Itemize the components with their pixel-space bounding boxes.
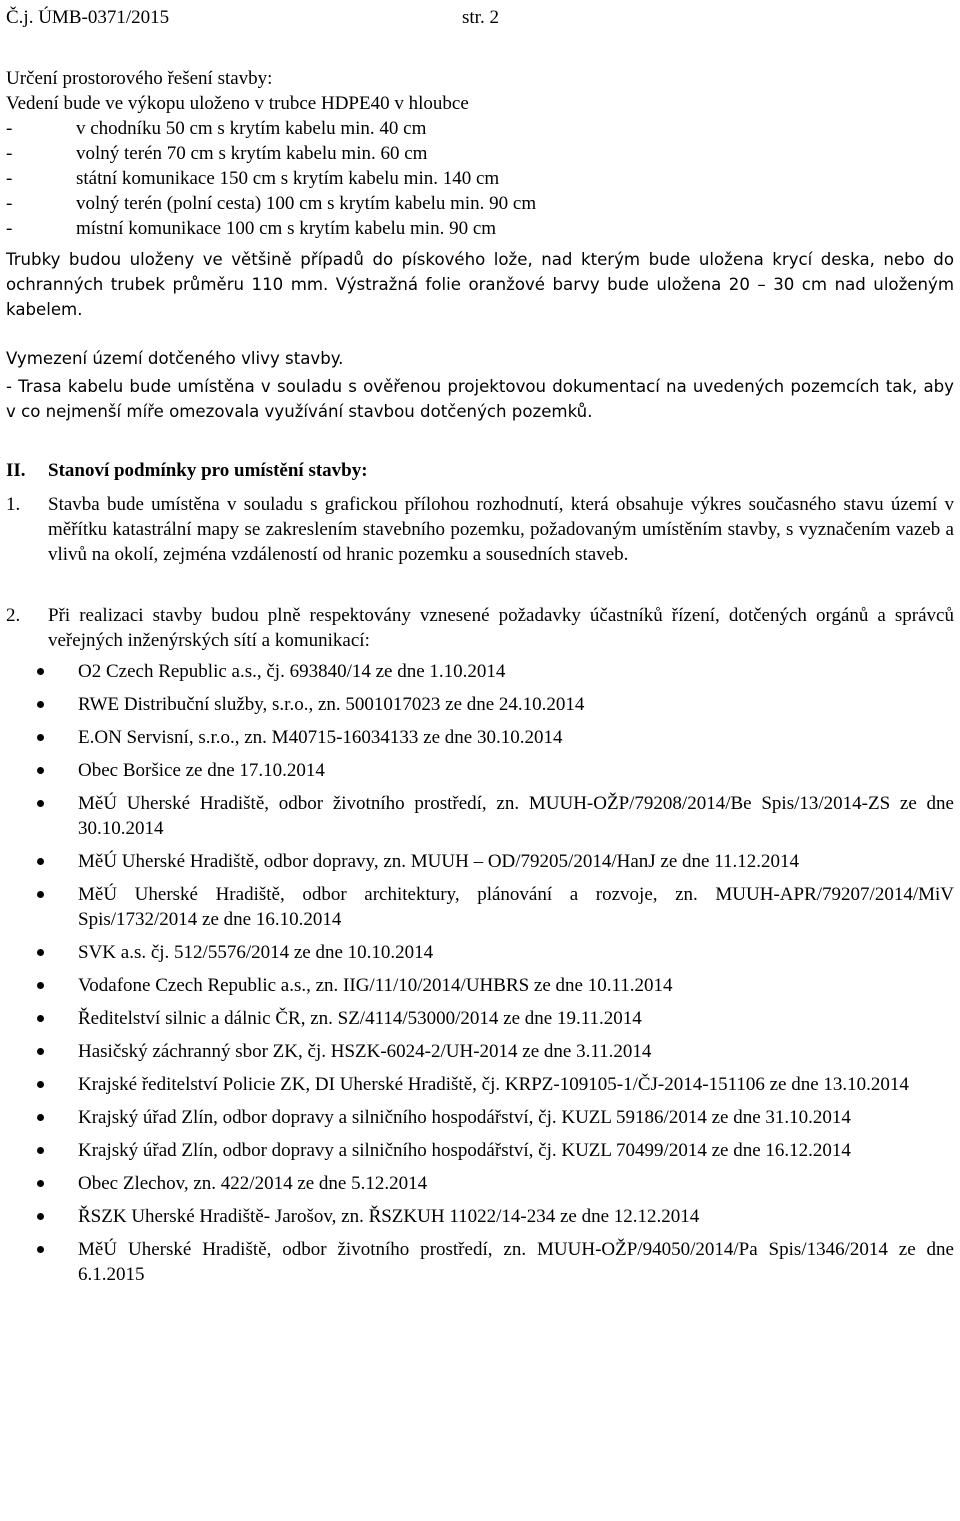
list-item-text: Vodafone Czech Republic a.s., zn. IIG/11/10/2014/UHBRS ze dne 10.11.2014	[78, 975, 673, 996]
list-item-text: MěÚ Uherské Hradiště, odbor životního prostředí, zn. MUUH-OŽP/79208/2014/Be Spis/13/2014-ZS ze dne 30.10.2014	[78, 793, 954, 839]
point-text: Stavba bude umístěna v souladu s grafickou přílohou rozhodnutí, která obsahuje výkres současného stavu území v měřítku katastrální mapy se zakreslením stavebního pozemku, požadovaným umístěním stavby, s vyznačením vazeb a vlivů na okolí, zejména vzdáleností od hranic pozemku a sousedních staveb.	[48, 494, 954, 565]
list-item-text: SVK a.s. čj. 512/5576/2014 ze dne 10.10.2014	[78, 942, 434, 963]
area-text: - Trasa kabelu bude umístěna v souladu s ověřenou projektovou dokumentací na uvedených pozemcích tak, aby v co nejmenší míře omezovala využívání stavbou dotčených pozemků.	[6, 377, 954, 421]
point-text: Při realizaci stavby budou plně respektovány vznesené požadavky účastníků řízení, dotčených orgánů a správců veřejných inženýrských sítí a komunikací:	[48, 605, 954, 651]
depth-item	[6, 216, 954, 241]
section-title-spatial: Určení prostorového řešení stavby:	[6, 68, 273, 89]
bullet-icon	[37, 701, 44, 708]
depth-item-text: volný terén (polní cesta) 100 cm s krytím kabelu min. 90 cm	[76, 193, 537, 214]
list-item-text: Krajské ředitelství Policie ZK, DI Uherské Hradiště, čj. KRPZ-109105-1/ČJ-2014-151106 ze dne 13.10.2014	[78, 1074, 909, 1095]
list-item	[6, 973, 954, 998]
requirements-list	[6, 659, 954, 1287]
list-item-text: ŘSZK Uherské Hradiště- Jarošov, zn. ŘSZKUH 11022/14-234 ze dne 12.12.2014	[78, 1206, 700, 1227]
list-item-text: Ředitelství silnic a dálnic ČR, zn. SZ/4114/53000/2014 ze dne 19.11.2014	[78, 1008, 642, 1029]
list-item	[6, 1171, 954, 1196]
section-ii-number: II.	[6, 460, 26, 481]
bullet-icon	[37, 858, 44, 865]
bullet-icon	[37, 1180, 44, 1187]
bullet-icon	[37, 982, 44, 989]
bullet-icon	[37, 891, 44, 898]
depth-list	[6, 116, 954, 241]
list-item	[6, 882, 954, 932]
bullet-icon	[37, 734, 44, 741]
dash-marker: -	[6, 118, 13, 139]
condition-point-1	[6, 492, 954, 567]
bullet-icon	[37, 1246, 44, 1253]
depth-item-text: volný terén 70 cm s krytím kabelu min. 60 cm	[76, 143, 428, 164]
page-number: str. 2	[462, 7, 499, 28]
list-item	[6, 1138, 954, 1163]
point-number: 1.	[6, 494, 21, 515]
list-item	[6, 758, 954, 783]
list-item	[6, 849, 954, 874]
bullet-icon	[37, 1015, 44, 1022]
depth-item	[6, 191, 954, 216]
depth-item	[6, 116, 954, 141]
depth-item	[6, 166, 954, 191]
depth-item	[6, 141, 954, 166]
list-item-text: Obec Boršice ze dne 17.10.2014	[78, 760, 325, 781]
spatial-intro: Vedení bude ve výkopu uloženo v trubce HDPE40 v hloubce	[6, 93, 469, 114]
bullet-icon	[37, 1147, 44, 1154]
bullet-icon	[37, 1048, 44, 1055]
dash-marker: -	[6, 143, 13, 164]
bullet-icon	[37, 668, 44, 675]
bullet-icon	[37, 949, 44, 956]
bullet-icon	[37, 1081, 44, 1088]
list-item	[6, 1006, 954, 1031]
dash-marker: -	[6, 168, 13, 189]
list-item	[6, 940, 954, 965]
list-item	[6, 1237, 954, 1287]
bullet-icon	[37, 767, 44, 774]
document-page	[0, 5, 960, 1521]
list-item	[6, 1039, 954, 1064]
list-item-text: E.ON Servisní, s.r.o., zn. M40715-16034133 ze dne 30.10.2014	[78, 727, 563, 748]
list-item-text: Krajský úřad Zlín, odbor dopravy a silničního hospodářství, čj. KUZL 59186/2014 ze dne 31.10.2014	[78, 1107, 851, 1128]
bullet-icon	[37, 1213, 44, 1220]
pipe-laying-note: Trubky budou uloženy ve většině případů do pískového lože, nad kterým bude uložena krycí deska, nebo do ochranných trubek průměru 110 mm. Výstražná folie oranžové barvy bude uložena 20 – 30 cm nad uloženým kabelem.	[6, 250, 954, 319]
list-item-text: Hasičský záchranný sbor ZK, čj. HSZK-6024-2/UH-2014 ze dne 3.11.2014	[78, 1041, 652, 1062]
list-item-text: O2 Czech Republic a.s., čj. 693840/14 ze dne 1.10.2014	[78, 661, 506, 682]
list-item	[6, 1072, 954, 1097]
list-item-text: Krajský úřad Zlín, odbor dopravy a silničního hospodářství, čj. KUZL 70499/2014 ze dne 16.12.2014	[78, 1140, 851, 1161]
list-item	[6, 659, 954, 684]
list-item-text: Obec Zlechov, zn. 422/2014 ze dne 5.12.2014	[78, 1173, 428, 1194]
depth-item-text: v chodníku 50 cm s krytím kabelu min. 40 cm	[76, 118, 427, 139]
section-ii-heading	[6, 458, 954, 483]
list-item-text: RWE Distribuční služby, s.r.o., zn. 5001017023 ze dne 24.10.2014	[78, 694, 585, 715]
list-item	[6, 692, 954, 717]
list-item	[6, 791, 954, 841]
page-header	[6, 5, 954, 31]
list-item	[6, 1204, 954, 1229]
section-ii-title: Stanoví podmínky pro umístění stavby:	[48, 460, 368, 481]
list-item-text: MěÚ Uherské Hradiště, odbor dopravy, zn. MUUH – OD/79205/2014/HanJ ze dne 11.12.2014	[78, 851, 799, 872]
list-item	[6, 1105, 954, 1130]
list-item	[6, 725, 954, 750]
list-item-text: MěÚ Uherské Hradiště, odbor životního prostředí, zn. MUUH-OŽP/94050/2014/Pa Spis/1346/2014 ze dne 6.1.2015	[78, 1239, 954, 1285]
condition-point-2	[6, 603, 954, 653]
depth-item-text: místní komunikace 100 cm s krytím kabelu min. 90 cm	[76, 218, 497, 239]
bullet-icon	[37, 800, 44, 807]
section-title-area: Vymezení území dotčeného vlivy stavby.	[6, 349, 344, 368]
bullet-icon	[37, 1114, 44, 1121]
reference-number: Č.j. ÚMB-0371/2015	[6, 7, 170, 28]
dash-marker: -	[6, 218, 13, 239]
depth-item-text: státní komunikace 150 cm s krytím kabelu min. 140 cm	[76, 168, 500, 189]
list-item-text: MěÚ Uherské Hradiště, odbor architektury, plánování a rozvoje, zn. MUUH-APR/79207/2014/MiV Spis/1732/2014 ze dne 16.10.2014	[78, 884, 954, 930]
dash-marker: -	[6, 193, 13, 214]
point-number: 2.	[6, 605, 21, 626]
